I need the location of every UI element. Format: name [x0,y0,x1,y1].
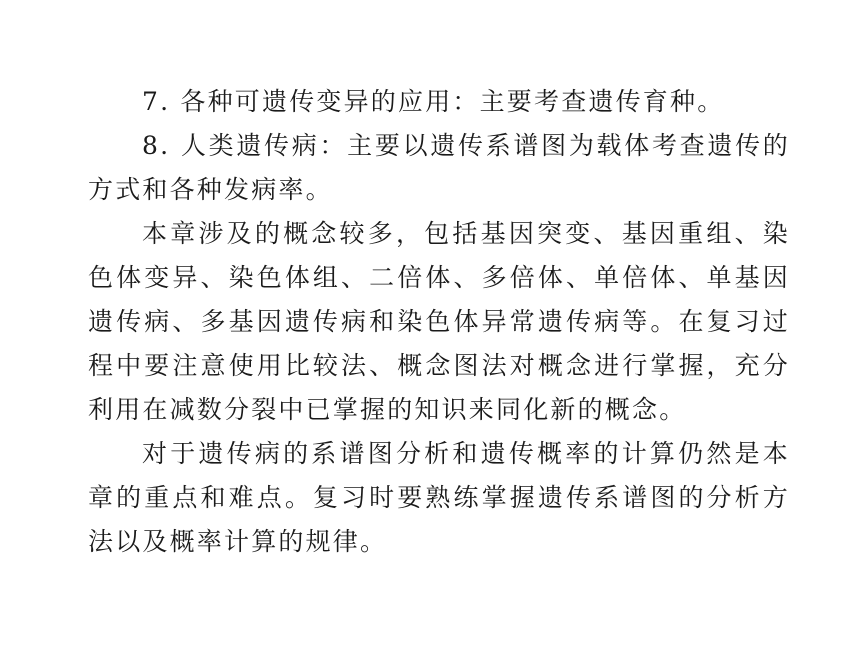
document-body [88,80,790,564]
paragraph-key-points: 对于遗传病的系谱图分析和遗传概率的计算仍然是本章的重点和难点。复习时要熟练掌握遗传系谱图的分析方法以及概率计算的规律。 [88,439,790,556]
paragraph-item-8: 8. 人类遗传病：主要以遗传系谱图为载体考查遗传的方式和各种发病率。 [88,131,790,204]
paragraph-concepts: 本章涉及的概念较多，包括基因突变、基因重组、染色体变异、染色体组、二倍体、多倍体、单倍体、单基因遗传病、多基因遗传病和染色体异常遗传病等。在复习过程中要注意使用比较法、概念图法对概念进行掌握，充分利用在减数分裂中已掌握的知识来同化新的概念。 [88,219,790,424]
paragraph-item-7: 7. 各种可遗传变异的应用：主要考查遗传育种。 [142,87,725,116]
